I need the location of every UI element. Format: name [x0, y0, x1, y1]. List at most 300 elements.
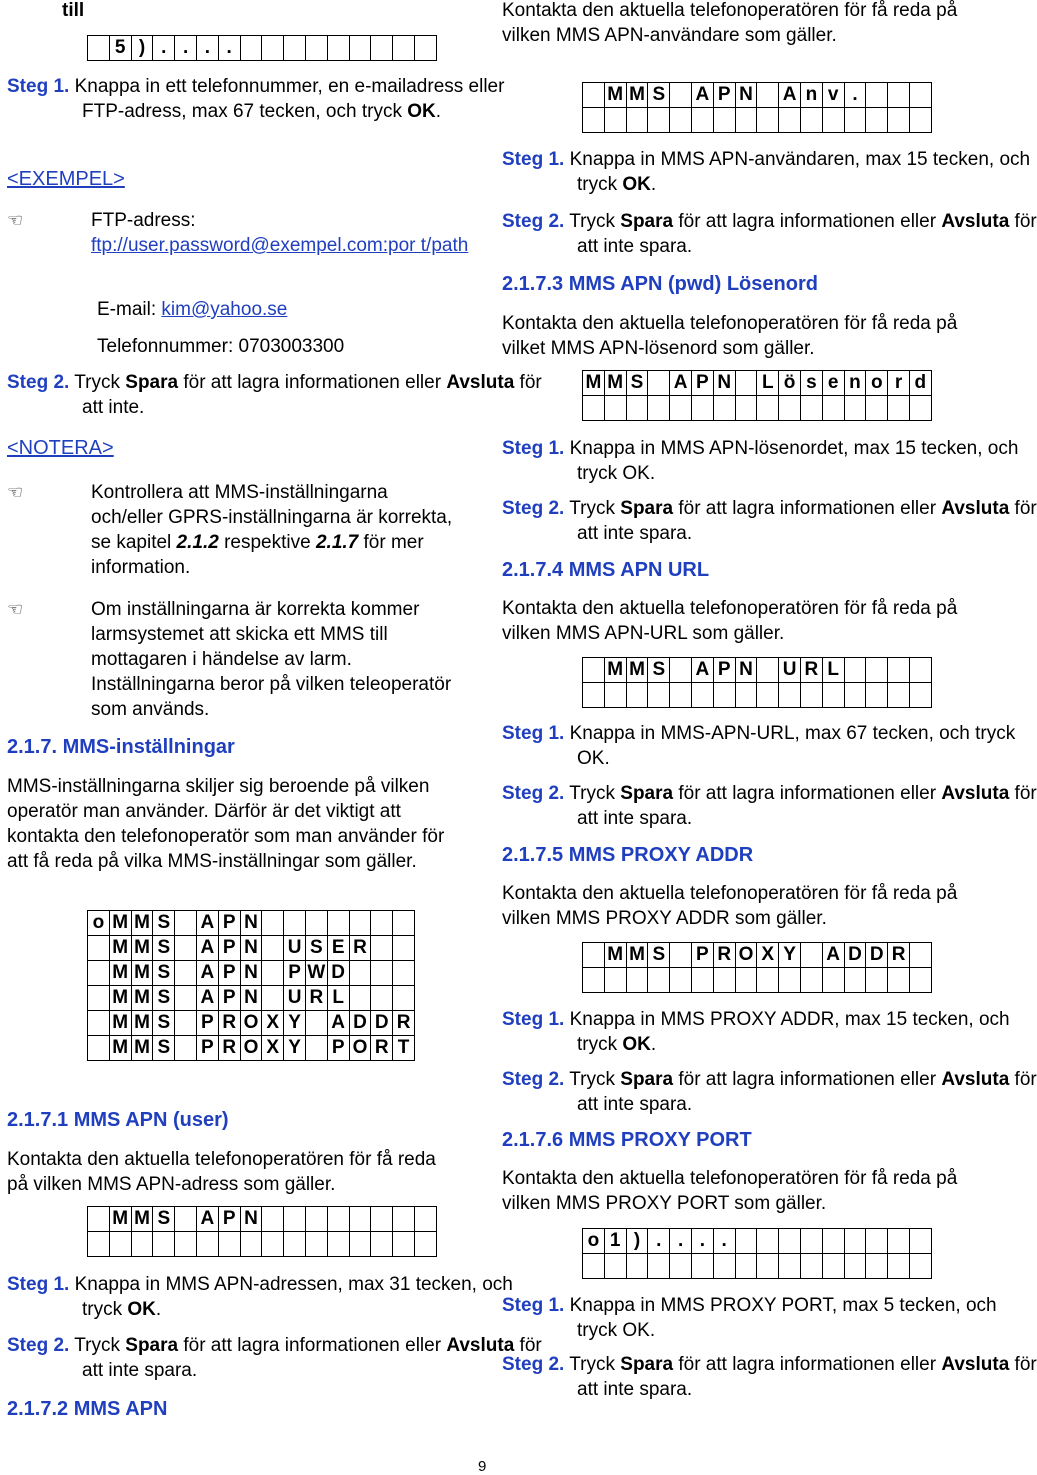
grid-cell: P	[691, 371, 713, 396]
grid-cell	[757, 658, 779, 683]
grid-cell: d	[909, 371, 931, 396]
grid-cell: N	[240, 986, 262, 1011]
grid-cell	[626, 968, 648, 993]
grid-row	[583, 108, 932, 133]
grid-cell	[800, 396, 822, 421]
lcd-grid-apn	[87, 1206, 437, 1257]
grid-cell: R	[393, 1011, 415, 1036]
heading-2-1-7-6: 2.1.7.6 MMS PROXY PORT	[502, 1129, 752, 1151]
grid-cell: A	[691, 658, 713, 683]
grid-cell	[88, 1232, 110, 1257]
grid-cell	[888, 658, 910, 683]
grid-cell	[757, 83, 779, 108]
grid-cell: M	[131, 1207, 153, 1232]
grid-cell	[604, 968, 626, 993]
para-2-1-7-3: Kontakta den aktuella telefonoperatören för få reda på vilket MMS APN-lösenord som gäller.	[502, 313, 958, 359]
grid-cell	[284, 911, 306, 936]
pointing-hand-icon: ☜	[7, 210, 24, 230]
grid-cell	[626, 683, 648, 708]
grid-cell: S	[648, 658, 670, 683]
grid-cell	[175, 1011, 197, 1036]
grid-cell: S	[153, 1036, 175, 1061]
grid-cell: M	[604, 658, 626, 683]
grid-cell: R	[349, 936, 371, 961]
till-word: till	[62, 0, 85, 21]
grid-cell	[866, 658, 888, 683]
lcd-grid-proxy-port	[582, 1228, 932, 1279]
grid-cell	[604, 683, 626, 708]
grid-row	[583, 943, 932, 968]
grid-cell: P	[196, 1011, 218, 1036]
grid-cell	[349, 36, 371, 61]
lcd-grid-proxy-addr	[582, 942, 932, 993]
grid-cell	[648, 396, 670, 421]
grid-cell: M	[131, 961, 153, 986]
grid-cell: N	[713, 371, 735, 396]
grid-cell	[800, 968, 822, 993]
steg1-apn-address: Steg 1. Knappa in MMS APN-adressen, max 31 tecken, och tryck OK.	[7, 1274, 513, 1320]
grid-cell	[648, 683, 670, 708]
grid-cell	[109, 1232, 131, 1257]
grid-cell	[371, 36, 393, 61]
grid-cell	[909, 683, 931, 708]
grid-cell	[844, 683, 866, 708]
grid-cell: U	[284, 986, 306, 1011]
grid-cell	[670, 1254, 692, 1279]
grid-cell	[691, 396, 713, 421]
steg1-apn-url: Steg 1. Knappa in MMS-APN-URL, max 67 tecken, och tryck OK.	[502, 723, 1016, 769]
grid-cell	[691, 1254, 713, 1279]
grid-cell	[844, 658, 866, 683]
grid-cell: Y	[284, 1036, 306, 1061]
grid-cell	[888, 683, 910, 708]
grid-cell: R	[371, 1036, 393, 1061]
grid-row	[583, 396, 932, 421]
grid-cell: .	[153, 36, 175, 61]
grid-cell	[240, 1232, 262, 1257]
grid-cell: N	[735, 658, 757, 683]
grid-cell: M	[583, 371, 605, 396]
grid-cell: A	[196, 986, 218, 1011]
para-2-1-7-4: Kontakta den aktuella telefonoperatören för få reda på vilken MMS APN-URL som gäller.	[502, 598, 958, 644]
grid-cell	[327, 1207, 349, 1232]
grid-cell	[844, 1229, 866, 1254]
grid-cell	[88, 1207, 110, 1232]
grid-cell	[175, 1232, 197, 1257]
grid-cell: A	[822, 943, 844, 968]
grid-cell	[327, 1232, 349, 1257]
grid-cell: N	[240, 1207, 262, 1232]
grid-cell	[866, 968, 888, 993]
grid-cell: A	[196, 1207, 218, 1232]
grid-cell	[305, 36, 327, 61]
grid-cell	[626, 396, 648, 421]
grid-cell	[262, 936, 284, 961]
grid-cell	[779, 683, 801, 708]
grid-cell: D	[349, 1011, 371, 1036]
grid-cell: P	[218, 986, 240, 1011]
grid-cell: N	[735, 83, 757, 108]
steg2-save: Steg 2. Tryck Spara för att lagra informationen eller Avsluta för att inte.	[7, 372, 542, 418]
grid-cell	[866, 683, 888, 708]
grid-row	[583, 658, 932, 683]
grid-cell	[800, 943, 822, 968]
grid-cell: O	[735, 943, 757, 968]
grid-cell	[822, 396, 844, 421]
para-2-1-7-6: Kontakta den aktuella telefonoperatören för få reda på vilken MMS PROXY PORT som gäller.	[502, 1168, 958, 1214]
grid-cell: S	[153, 911, 175, 936]
grid-cell: o	[583, 1229, 605, 1254]
grid-cell: S	[626, 371, 648, 396]
grid-cell	[327, 911, 349, 936]
grid-cell: Y	[779, 943, 801, 968]
grid-cell	[305, 1036, 327, 1061]
ftp-link[interactable]: ftp://user.password@exempel.com:por t/path	[91, 235, 469, 256]
grid-cell	[779, 968, 801, 993]
grid-cell	[670, 968, 692, 993]
grid-cell	[866, 1254, 888, 1279]
grid-cell: X	[262, 1011, 284, 1036]
lcd-grid-number	[87, 35, 437, 61]
grid-cell	[88, 36, 110, 61]
grid-cell: S	[153, 1207, 175, 1232]
grid-cell: ö	[779, 371, 801, 396]
grid-cell: S	[305, 936, 327, 961]
grid-cell	[670, 658, 692, 683]
grid-cell	[735, 683, 757, 708]
grid-cell	[888, 108, 910, 133]
heading-2-1-7-1: 2.1.7.1 MMS APN (user)	[7, 1109, 229, 1131]
grid-cell: P	[218, 1207, 240, 1232]
grid-cell	[349, 1207, 371, 1232]
grid-cell: M	[604, 371, 626, 396]
grid-cell: v	[822, 83, 844, 108]
grid-cell	[583, 968, 605, 993]
grid-cell: A	[196, 911, 218, 936]
grid-cell	[735, 968, 757, 993]
pointing-hand-icon: ☜	[7, 482, 24, 502]
grid-cell	[262, 961, 284, 986]
grid-row	[88, 1036, 415, 1061]
grid-cell	[604, 1254, 626, 1279]
grid-cell: A	[327, 1011, 349, 1036]
grid-row	[583, 968, 932, 993]
grid-cell	[779, 1254, 801, 1279]
grid-row	[88, 936, 415, 961]
grid-cell: N	[240, 961, 262, 986]
grid-cell: .	[713, 1229, 735, 1254]
grid-cell	[604, 396, 626, 421]
grid-row	[88, 911, 415, 936]
grid-cell	[393, 911, 415, 936]
grid-cell	[414, 1207, 436, 1232]
grid-row	[88, 1011, 415, 1036]
grid-cell: R	[713, 943, 735, 968]
grid-row	[583, 683, 932, 708]
grid-cell: M	[109, 1207, 131, 1232]
grid-cell	[371, 1207, 393, 1232]
grid-cell	[88, 936, 110, 961]
heading-2-1-7: 2.1.7. MMS-inställningar	[7, 736, 235, 758]
grid-cell	[713, 683, 735, 708]
grid-cell	[691, 108, 713, 133]
lcd-grid-apn-password	[582, 370, 932, 421]
grid-cell	[175, 911, 197, 936]
grid-cell	[844, 968, 866, 993]
grid-cell: D	[844, 943, 866, 968]
grid-cell: N	[240, 936, 262, 961]
grid-cell	[175, 986, 197, 1011]
grid-cell: M	[626, 83, 648, 108]
grid-cell: M	[131, 1011, 153, 1036]
note-settings-ok: Om inställningarna är korrekta kommer larmsystemet att skicka ett MMS till mottagaren i händelse av larm. Inställningarna beror på vilken teleoperatör som används.	[91, 599, 452, 720]
steg1-proxy-port: Steg 1. Knappa in MMS PROXY PORT, max 5 tecken, och tryck OK.	[502, 1295, 997, 1341]
grid-cell	[262, 1207, 284, 1232]
grid-cell: .	[691, 1229, 713, 1254]
grid-cell	[648, 968, 670, 993]
grid-cell: M	[626, 943, 648, 968]
grid-cell	[757, 108, 779, 133]
grid-cell	[757, 396, 779, 421]
grid-cell	[757, 1229, 779, 1254]
grid-cell: U	[284, 936, 306, 961]
grid-cell: L	[757, 371, 779, 396]
grid-cell: T	[393, 1036, 415, 1061]
grid-cell: S	[648, 83, 670, 108]
grid-cell	[713, 1254, 735, 1279]
grid-cell	[800, 683, 822, 708]
grid-cell: E	[327, 936, 349, 961]
grid-cell: P	[196, 1036, 218, 1061]
grid-row	[583, 1229, 932, 1254]
grid-cell	[909, 658, 931, 683]
notera-tag: <NOTERA>	[7, 437, 114, 459]
grid-cell	[349, 961, 371, 986]
grid-cell	[648, 371, 670, 396]
grid-cell: A	[779, 83, 801, 108]
grid-cell	[626, 1254, 648, 1279]
grid-cell	[648, 1254, 670, 1279]
grid-cell	[626, 108, 648, 133]
grid-cell: R	[888, 943, 910, 968]
grid-cell	[240, 36, 262, 61]
grid-cell	[88, 1011, 110, 1036]
grid-cell: D	[327, 961, 349, 986]
grid-cell	[822, 968, 844, 993]
steg1-proxy-addr: Steg 1. Knappa in MMS PROXY ADDR, max 15 tecken, och tryck OK.	[502, 1009, 1010, 1055]
grid-cell	[88, 986, 110, 1011]
grid-cell	[393, 986, 415, 1011]
grid-cell: M	[131, 936, 153, 961]
grid-cell	[262, 911, 284, 936]
grid-cell	[305, 1207, 327, 1232]
grid-cell	[735, 371, 757, 396]
grid-cell	[670, 83, 692, 108]
grid-cell	[305, 1011, 327, 1036]
email-example: E-mail: kim@yahoo.se	[97, 299, 288, 320]
grid-cell: S	[153, 961, 175, 986]
grid-cell: M	[109, 986, 131, 1011]
grid-cell	[888, 968, 910, 993]
grid-cell: s	[800, 371, 822, 396]
grid-cell	[670, 108, 692, 133]
grid-cell: P	[691, 943, 713, 968]
grid-cell	[175, 936, 197, 961]
grid-cell: L	[327, 986, 349, 1011]
grid-cell	[284, 36, 306, 61]
grid-cell	[262, 1232, 284, 1257]
grid-cell: o	[88, 911, 110, 936]
email-link[interactable]: kim@yahoo.se	[161, 299, 288, 320]
grid-cell	[371, 961, 393, 986]
heading-2-1-7-5: 2.1.7.5 MMS PROXY ADDR	[502, 844, 754, 866]
grid-cell: M	[131, 911, 153, 936]
grid-cell	[284, 1207, 306, 1232]
grid-cell	[866, 1229, 888, 1254]
grid-cell: M	[626, 658, 648, 683]
grid-cell	[909, 1229, 931, 1254]
grid-cell: P	[327, 1036, 349, 1061]
grid-cell: M	[109, 911, 131, 936]
steg2-proxy-addr: Steg 2. Tryck Spara för att lagra informationen eller Avsluta för att inte spara.	[502, 1069, 1037, 1115]
grid-cell	[844, 1254, 866, 1279]
steg2-apn-user: Steg 2. Tryck Spara för att lagra informationen eller Avsluta för att inte spara.	[502, 211, 1037, 257]
grid-cell: R	[800, 658, 822, 683]
pointing-hand-icon: ☜	[7, 599, 24, 619]
grid-cell: r	[888, 371, 910, 396]
steg2-apn-url: Steg 2. Tryck Spara för att lagra informationen eller Avsluta för att inte spara.	[502, 783, 1037, 829]
grid-cell: S	[153, 986, 175, 1011]
grid-cell: M	[109, 936, 131, 961]
grid-cell	[371, 986, 393, 1011]
heading-2-1-7-4: 2.1.7.4 MMS APN URL	[502, 559, 710, 581]
grid-row	[583, 371, 932, 396]
grid-cell	[909, 108, 931, 133]
grid-cell	[735, 1254, 757, 1279]
grid-cell: O	[240, 1036, 262, 1061]
grid-cell	[88, 1036, 110, 1061]
grid-cell	[779, 108, 801, 133]
grid-cell	[800, 1254, 822, 1279]
grid-cell	[909, 943, 931, 968]
grid-cell	[393, 1207, 415, 1232]
grid-cell	[153, 1232, 175, 1257]
grid-cell	[284, 1232, 306, 1257]
grid-cell: A	[670, 371, 692, 396]
grid-cell	[175, 1036, 197, 1061]
grid-cell	[844, 396, 866, 421]
grid-cell: )	[626, 1229, 648, 1254]
grid-cell	[414, 1232, 436, 1257]
grid-cell	[648, 108, 670, 133]
grid-cell: D	[866, 943, 888, 968]
grid-cell	[583, 1254, 605, 1279]
grid-cell: N	[240, 911, 262, 936]
grid-row	[88, 986, 415, 1011]
grid-cell: .	[648, 1229, 670, 1254]
grid-cell	[583, 658, 605, 683]
grid-cell: o	[866, 371, 888, 396]
grid-row	[88, 961, 415, 986]
grid-cell	[909, 83, 931, 108]
grid-cell	[349, 911, 371, 936]
grid-cell: P	[218, 936, 240, 961]
grid-cell: A	[196, 936, 218, 961]
para-2-1-7-5: Kontakta den aktuella telefonoperatören för få reda på vilken MMS PROXY ADDR som gäller.	[502, 883, 958, 929]
grid-cell	[822, 1254, 844, 1279]
grid-cell	[196, 1232, 218, 1257]
grid-cell	[909, 968, 931, 993]
grid-cell: M	[109, 961, 131, 986]
grid-cell: R	[218, 1036, 240, 1061]
grid-row	[583, 1254, 932, 1279]
grid-cell	[757, 1254, 779, 1279]
grid-cell: X	[757, 943, 779, 968]
grid-cell	[670, 396, 692, 421]
grid-cell: S	[153, 936, 175, 961]
grid-cell: A	[196, 961, 218, 986]
grid-cell	[713, 396, 735, 421]
grid-cell: Y	[284, 1011, 306, 1036]
page-number: 9	[478, 1458, 487, 1475]
grid-cell	[583, 683, 605, 708]
grid-cell	[583, 396, 605, 421]
grid-cell: U	[779, 658, 801, 683]
grid-cell: e	[822, 371, 844, 396]
grid-cell	[305, 911, 327, 936]
grid-cell	[262, 36, 284, 61]
para-2-1-7-2: Kontakta den aktuella telefonoperatören för få reda på vilken MMS APN-användare som gäller.	[502, 0, 958, 46]
grid-cell: .	[844, 83, 866, 108]
grid-cell	[713, 968, 735, 993]
grid-cell	[779, 396, 801, 421]
grid-cell	[583, 108, 605, 133]
grid-cell	[866, 396, 888, 421]
grid-row	[88, 1207, 437, 1232]
grid-cell	[735, 108, 757, 133]
grid-cell	[800, 108, 822, 133]
grid-cell: .	[196, 36, 218, 61]
grid-cell: P	[218, 911, 240, 936]
grid-cell	[888, 396, 910, 421]
lcd-grid-menu	[87, 910, 415, 1061]
grid-cell	[218, 1232, 240, 1257]
grid-cell	[757, 968, 779, 993]
grid-cell: P	[284, 961, 306, 986]
grid-cell: W	[305, 961, 327, 986]
grid-cell	[393, 36, 415, 61]
grid-cell	[800, 1229, 822, 1254]
grid-cell: 5	[109, 36, 131, 61]
grid-cell: R	[305, 986, 327, 1011]
grid-cell: O	[240, 1011, 262, 1036]
grid-cell: .	[218, 36, 240, 61]
grid-cell: M	[131, 1036, 153, 1061]
grid-cell	[670, 683, 692, 708]
grid-cell	[909, 1254, 931, 1279]
grid-cell: P	[218, 961, 240, 986]
grid-cell	[691, 968, 713, 993]
grid-cell: O	[349, 1036, 371, 1061]
steg1-apn-password: Steg 1. Knappa in MMS APN-lösenordet, max 15 tecken, och tryck OK.	[502, 438, 1019, 484]
grid-cell	[888, 1254, 910, 1279]
grid-cell: M	[109, 1036, 131, 1061]
grid-cell	[604, 108, 626, 133]
grid-cell	[844, 108, 866, 133]
grid-cell	[866, 83, 888, 108]
grid-cell	[262, 986, 284, 1011]
grid-cell: L	[822, 658, 844, 683]
